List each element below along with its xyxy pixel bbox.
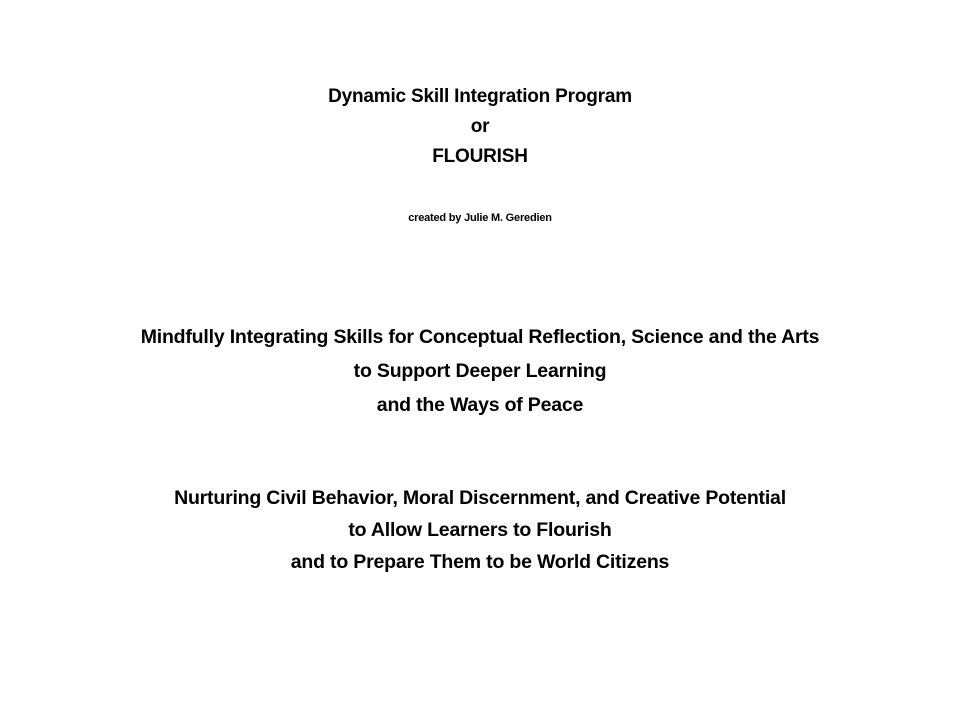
mission-line-2: to Support Deeper Learning bbox=[353, 360, 607, 382]
mission-line-1: Mindfully Integrating Skills for Conceptual Reflection, Science and the Arts bbox=[140, 326, 820, 348]
goal-line-1: Nurturing Civil Behavior, Moral Discernment, and Creative Potential bbox=[174, 487, 786, 509]
author-credit: created by Julie M. Geredien bbox=[408, 212, 552, 224]
title-connector: or bbox=[470, 116, 490, 137]
goal-line-2: to Allow Learners to Flourish bbox=[348, 519, 612, 541]
mission-line-3: and the Ways of Peace bbox=[376, 394, 584, 416]
program-acronym: FLOURISH bbox=[432, 146, 528, 167]
program-title: Dynamic Skill Integration Program bbox=[328, 86, 632, 107]
goal-line-3: and to Prepare Them to be World Citizens bbox=[290, 551, 670, 573]
